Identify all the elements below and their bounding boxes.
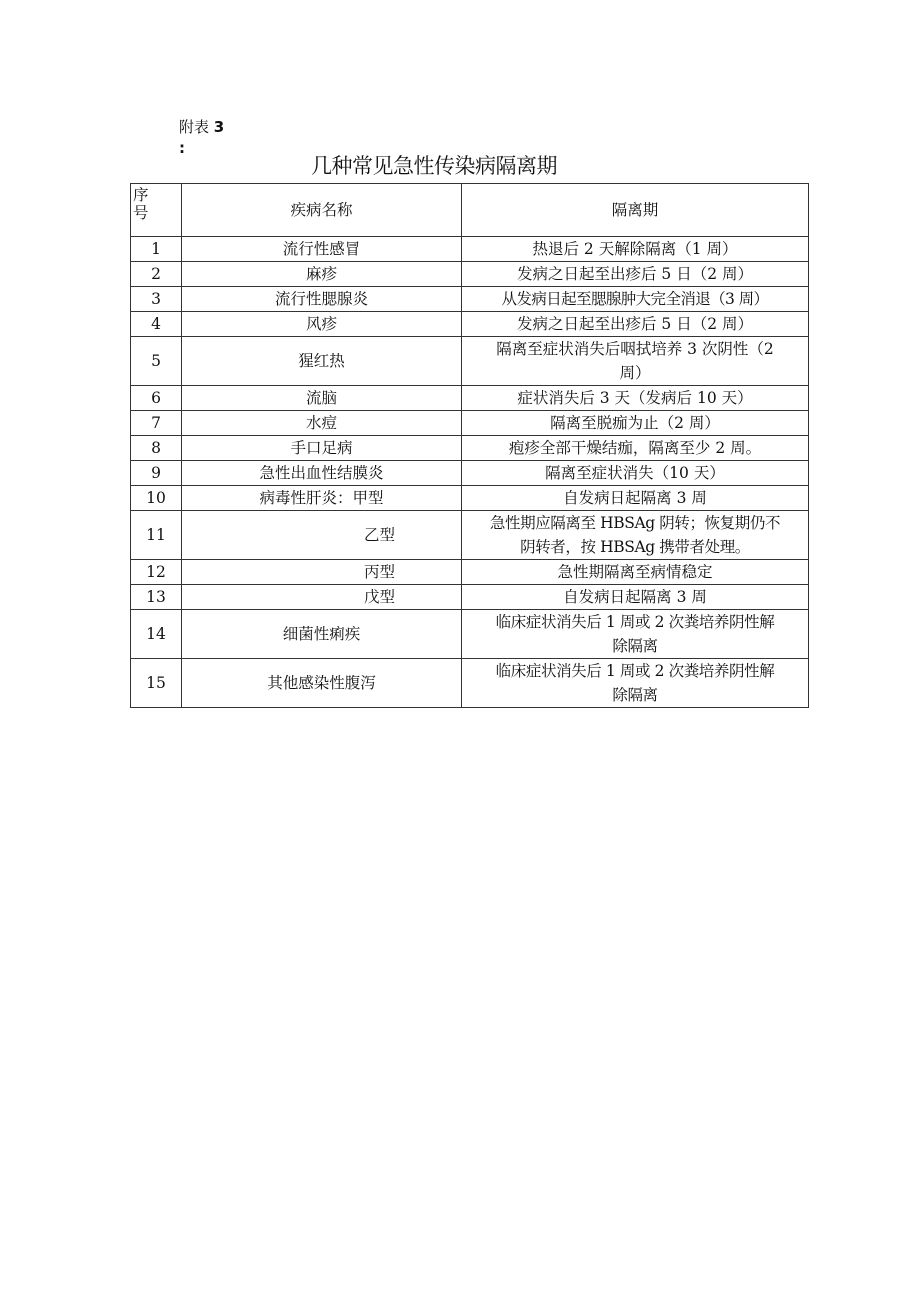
row-seq: 1 bbox=[131, 237, 182, 262]
row-seq: 4 bbox=[131, 312, 182, 337]
row-disease: 病毒性肝炎：甲型 bbox=[182, 486, 462, 511]
row-disease: 乙型 bbox=[182, 511, 462, 560]
row-seq: 15 bbox=[131, 659, 182, 708]
row-period bbox=[462, 511, 809, 560]
row-period: 自发病日起隔离 3 周 bbox=[462, 486, 809, 511]
row-disease: 手口足病 bbox=[182, 436, 462, 461]
row-seq: 5 bbox=[131, 337, 182, 386]
row-disease: 风疹 bbox=[182, 312, 462, 337]
row-period: 发病之日起至出疹后 5 日（2 周） bbox=[462, 312, 809, 337]
table-header-row bbox=[131, 184, 809, 237]
row-disease: 流行性腮腺炎 bbox=[182, 287, 462, 312]
annex-number: 3 bbox=[213, 118, 225, 136]
row-period: 自发病日起隔离 3 周 bbox=[462, 585, 809, 610]
row-period: 发病之日起至出疹后 5 日（2 周） bbox=[462, 262, 809, 287]
row-disease: 猩红热 bbox=[182, 337, 462, 386]
row-period: 热退后 2 天解除隔离（1 周） bbox=[462, 237, 809, 262]
row-seq: 11 bbox=[131, 511, 182, 560]
row-period: 症状消失后 3 天（发病后 10 天） bbox=[462, 386, 809, 411]
row-disease: 流行性感冒 bbox=[182, 237, 462, 262]
annex-colon: : bbox=[179, 139, 185, 157]
table-row bbox=[131, 262, 809, 287]
row-period-line2: 除隔离 bbox=[612, 637, 658, 655]
annex-text: 附表 bbox=[179, 118, 210, 136]
row-seq: 10 bbox=[131, 486, 182, 511]
row-seq: 8 bbox=[131, 436, 182, 461]
table-row bbox=[131, 585, 809, 610]
row-seq: 2 bbox=[131, 262, 182, 287]
row-period: 疱疹全部干燥结痂，隔离至少 2 周。 bbox=[462, 436, 809, 461]
row-disease: 细菌性痢疾 bbox=[182, 610, 462, 659]
annex-label bbox=[179, 116, 224, 159]
row-period-line1: 隔离至症状消失后咽拭培养 3 次阴性（2 bbox=[496, 340, 774, 358]
row-period: 隔离至脱痂为止（2 周） bbox=[462, 411, 809, 436]
header-seq bbox=[131, 184, 182, 237]
row-period bbox=[462, 610, 809, 659]
row-disease: 水痘 bbox=[182, 411, 462, 436]
table-row bbox=[131, 312, 809, 337]
row-seq: 6 bbox=[131, 386, 182, 411]
row-period-line1: 临床症状消失后 1 周或 2 次粪培养阴性解 bbox=[495, 662, 775, 680]
table-row bbox=[131, 237, 809, 262]
header-disease: 疾病名称 bbox=[182, 184, 462, 237]
isolation-period-table bbox=[130, 183, 809, 708]
row-period bbox=[462, 337, 809, 386]
table-row bbox=[131, 610, 809, 659]
row-period bbox=[462, 659, 809, 708]
row-period-line2: 除隔离 bbox=[612, 686, 658, 704]
row-disease: 丙型 bbox=[182, 560, 462, 585]
row-seq: 13 bbox=[131, 585, 182, 610]
row-period-line2: 周） bbox=[619, 364, 651, 382]
row-disease: 急性出血性结膜炎 bbox=[182, 461, 462, 486]
table-row bbox=[131, 511, 809, 560]
row-disease: 麻疹 bbox=[182, 262, 462, 287]
table-row bbox=[131, 337, 809, 386]
row-disease: 戊型 bbox=[182, 585, 462, 610]
row-seq: 7 bbox=[131, 411, 182, 436]
table-row bbox=[131, 287, 809, 312]
row-disease: 流脑 bbox=[182, 386, 462, 411]
table-row bbox=[131, 386, 809, 411]
table-row bbox=[131, 411, 809, 436]
row-period-line1: 急性期应隔离至 HBSAg 阴转；恢复期仍不 bbox=[489, 514, 781, 532]
row-disease: 其他感染性腹泻 bbox=[182, 659, 462, 708]
row-seq: 3 bbox=[131, 287, 182, 312]
row-period: 隔离至症状消失（10 天） bbox=[462, 461, 809, 486]
table-row bbox=[131, 560, 809, 585]
header-seq-line2: 号 bbox=[133, 204, 149, 222]
document-title: 几种常见急性传染病隔离期 bbox=[311, 154, 557, 178]
table-row bbox=[131, 486, 809, 511]
row-seq: 9 bbox=[131, 461, 182, 486]
table-row bbox=[131, 461, 809, 486]
table-row bbox=[131, 659, 809, 708]
row-seq: 12 bbox=[131, 560, 182, 585]
header-period: 隔离期 bbox=[462, 184, 809, 237]
row-period: 从发病日起至腮腺肿大完全消退（3 周） bbox=[462, 287, 809, 312]
row-period-line1: 临床症状消失后 1 周或 2 次粪培养阴性解 bbox=[495, 613, 775, 631]
row-seq: 14 bbox=[131, 610, 182, 659]
row-period-line2: 阴转者，按 HBSAg 携带者处理。 bbox=[520, 538, 750, 556]
table-row bbox=[131, 436, 809, 461]
header-seq-line1: 序 bbox=[133, 186, 149, 204]
row-period: 急性期隔离至病情稳定 bbox=[462, 560, 809, 585]
